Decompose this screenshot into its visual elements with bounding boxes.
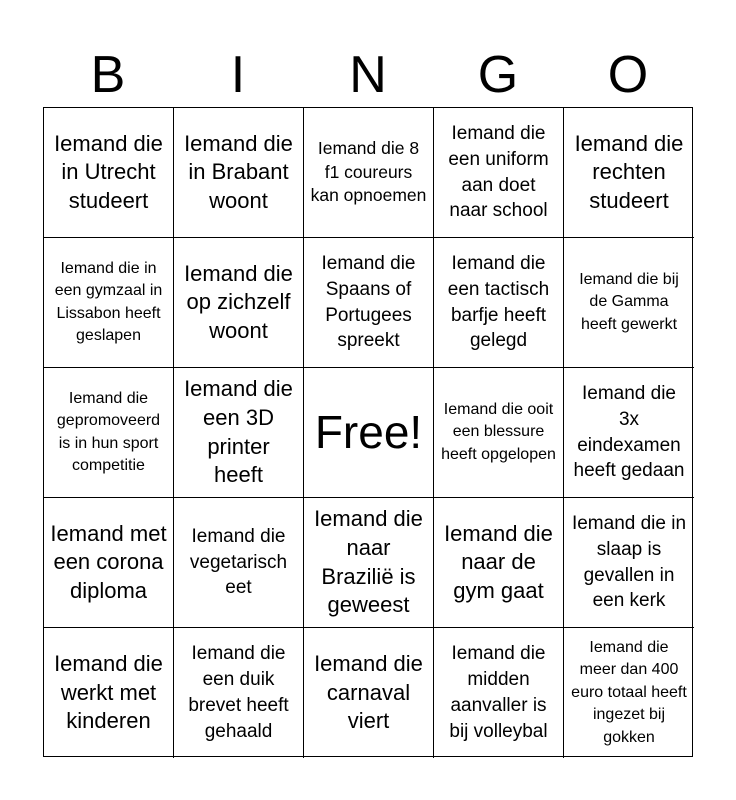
- header-letter-i: I: [230, 46, 246, 104]
- bingo-cell[interactable]: Iemand die in een gymzaal in Lissabon heeft geslapen: [44, 238, 174, 368]
- header-letter-n: N: [349, 46, 387, 104]
- bingo-cell[interactable]: Iemand die in Brabant woont: [174, 108, 304, 238]
- bingo-cell[interactable]: Iemand die in Utrecht studeert: [44, 108, 174, 238]
- bingo-cell[interactable]: Iemand die meer dan 400 euro totaal heeft ingezet bij gokken: [571, 639, 687, 746]
- header-letter-b: B: [90, 46, 126, 104]
- bingo-cell[interactable]: Iemand die 3x eindexamen heeft gedaan: [564, 368, 694, 498]
- bingo-cell[interactable]: Iemand die een 3D printer heeft: [174, 368, 304, 498]
- bingo-cell[interactable]: Iemand die ooit een blessure heeft opgelopen: [434, 368, 564, 498]
- bingo-cell[interactable]: Iemand die een tactisch barfje heeft gelegd: [434, 238, 564, 368]
- free-space-cell[interactable]: Free!: [304, 368, 434, 498]
- bingo-cell[interactable]: Iemand die naar de gym gaat: [434, 498, 564, 628]
- header-letter-o: O: [607, 46, 649, 104]
- bingo-cell[interactable]: Iemand die in slaap is gevallen in een kerk: [564, 498, 694, 628]
- bingo-cell[interactable]: Iemand die vegetarisch eet: [174, 498, 304, 628]
- bingo-cell[interactable]: Iemand die op zichzelf woont: [174, 238, 304, 368]
- bingo-grid: [43, 107, 693, 757]
- bingo-cell[interactable]: Iemand die carnaval viert: [304, 628, 434, 758]
- bingo-cell[interactable]: Iemand die bij de Gamma heeft gewerkt: [564, 238, 694, 368]
- bingo-cell[interactable]: Iemand die Spaans of Portugees spreekt: [304, 238, 434, 368]
- bingo-header: [43, 44, 693, 106]
- bingo-cell[interactable]: Iemand die midden aanvaller is bij volleybal: [434, 628, 564, 758]
- bingo-cell[interactable]: Iemand die 8 f1 coureurs kan opnoemen: [304, 108, 434, 238]
- bingo-cell[interactable]: Iemand die een uniform aan doet naar school: [434, 108, 564, 238]
- bingo-cell[interactable]: Iemand die gepromoveerd is in hun sport competitie: [44, 368, 174, 498]
- bingo-cell[interactable]: Iemand met een corona diploma: [44, 498, 174, 628]
- bingo-cell[interactable]: Iemand die werkt met kinderen: [44, 628, 174, 758]
- bingo-cell[interactable]: Iemand die rechten studeert: [564, 108, 694, 238]
- bingo-cell[interactable]: Iemand die een duik brevet heeft gehaald: [174, 628, 304, 758]
- header-letter-g: G: [477, 46, 519, 104]
- bingo-cell[interactable]: Iemand die naar Brazilië is geweest: [304, 498, 434, 628]
